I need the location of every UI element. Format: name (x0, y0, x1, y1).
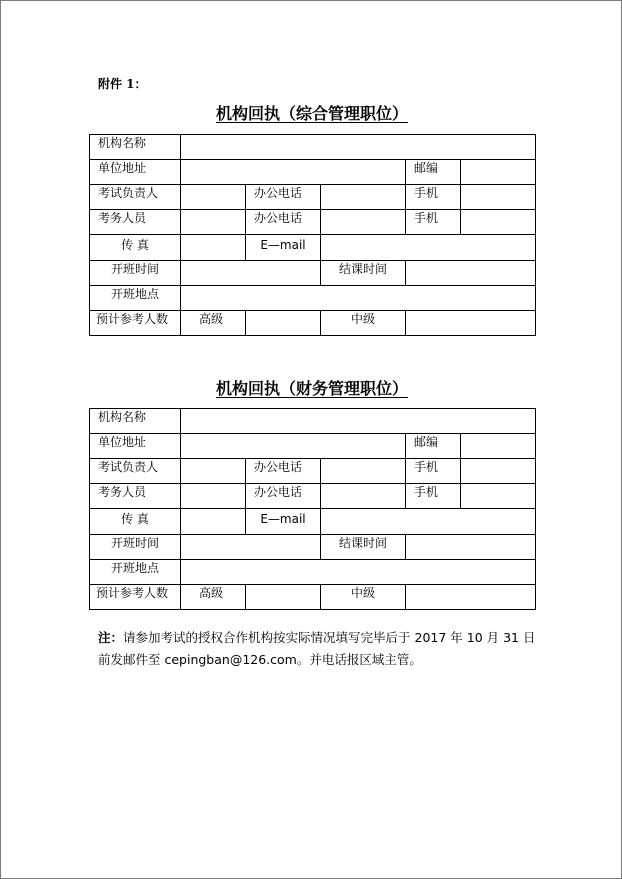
field-end-time[interactable] (406, 535, 536, 560)
label-org-name: 机构名称 (90, 135, 181, 160)
label-intermediate: 中级 (321, 585, 406, 610)
row-expected-count (90, 311, 536, 336)
label-exam-manager: 考试负责人 (90, 459, 181, 484)
field-location[interactable] (181, 286, 536, 311)
row-org-name (90, 135, 536, 160)
field-fax[interactable] (181, 235, 246, 261)
label-org-name: 机构名称 (90, 409, 181, 434)
row-exam-staff (90, 484, 536, 509)
label-exam-staff: 考务人员 (90, 484, 181, 509)
label-mobile: 手机 (406, 210, 461, 235)
field-email[interactable] (321, 235, 536, 261)
field-email[interactable] (321, 509, 536, 535)
receipt-table-finance-management (89, 408, 536, 610)
field-intermediate-count[interactable] (406, 585, 536, 610)
label-mobile: 手机 (406, 484, 461, 509)
form-title-text: 机构回执（财务管理职位） (215, 379, 408, 398)
label-email: E—mail (246, 509, 321, 535)
row-location (90, 560, 536, 585)
field-exam-manager[interactable] (181, 185, 246, 210)
field-start-time[interactable] (181, 535, 321, 560)
row-location (90, 286, 536, 311)
field-postcode[interactable] (461, 434, 536, 459)
form-title-text: 机构回执（综合管理职位） (215, 104, 408, 123)
label-senior: 高级 (181, 311, 246, 336)
field-org-name[interactable] (181, 409, 536, 434)
label-start-time: 开班时间 (90, 261, 181, 286)
row-class-time (90, 535, 536, 560)
label-mobile: 手机 (406, 459, 461, 484)
field-exam-manager[interactable] (181, 459, 246, 484)
label-end-time: 结课时间 (321, 261, 406, 286)
label-exam-staff: 考务人员 (90, 210, 181, 235)
row-address (90, 434, 536, 459)
row-expected-count (90, 585, 536, 610)
field-fax[interactable] (181, 509, 246, 535)
label-exam-manager: 考试负责人 (90, 185, 181, 210)
label-email: E—mail (246, 235, 321, 261)
note-prefix: 注： (98, 630, 124, 645)
label-start-time: 开班时间 (90, 535, 181, 560)
field-mobile-2[interactable] (461, 484, 536, 509)
label-postcode: 邮编 (406, 434, 461, 459)
label-fax: 传 真 (90, 509, 181, 535)
field-org-name[interactable] (181, 135, 536, 160)
row-fax (90, 509, 536, 535)
field-mobile[interactable] (461, 459, 536, 484)
label-intermediate: 中级 (321, 311, 406, 336)
field-exam-staff[interactable] (181, 484, 246, 509)
field-senior-count[interactable] (246, 585, 321, 610)
label-expected-count: 预计参考人数 (90, 585, 181, 610)
field-exam-staff[interactable] (181, 210, 246, 235)
field-senior-count[interactable] (246, 311, 321, 336)
field-address[interactable] (181, 160, 406, 185)
field-postcode[interactable] (461, 160, 536, 185)
field-address[interactable] (181, 434, 406, 459)
attachment-label: 附件 1： (98, 77, 147, 91)
label-address: 单位地址 (90, 160, 181, 185)
label-senior: 高级 (181, 585, 246, 610)
label-mobile: 手机 (406, 185, 461, 210)
label-expected-count: 预计参考人数 (90, 311, 181, 336)
field-mobile[interactable] (461, 185, 536, 210)
field-office-phone-2[interactable] (321, 210, 406, 235)
field-location[interactable] (181, 560, 536, 585)
row-org-name (90, 409, 536, 434)
field-mobile-2[interactable] (461, 210, 536, 235)
label-postcode: 邮编 (406, 160, 461, 185)
label-office-phone: 办公电话 (246, 185, 321, 210)
row-exam-staff (90, 210, 536, 235)
row-address (90, 160, 536, 185)
form-title-finance-management (89, 376, 535, 399)
label-office-phone: 办公电话 (246, 484, 321, 509)
note-text: 请参加考试的授权合作机构按实际情况填写完毕后于 2017 年 10 月 31 日前发邮件至 cepingban@126.com。并电话报区域主管。 (98, 630, 536, 667)
form-title-general-management (89, 101, 535, 124)
row-exam-manager (90, 185, 536, 210)
field-office-phone[interactable] (321, 185, 406, 210)
label-location: 开班地点 (90, 286, 181, 311)
field-office-phone[interactable] (321, 459, 406, 484)
label-office-phone: 办公电话 (246, 459, 321, 484)
field-end-time[interactable] (406, 261, 536, 286)
field-intermediate-count[interactable] (406, 311, 536, 336)
label-location: 开班地点 (90, 560, 181, 585)
row-exam-manager (90, 459, 536, 484)
submission-note (98, 627, 538, 671)
label-address: 单位地址 (90, 434, 181, 459)
label-end-time: 结课时间 (321, 535, 406, 560)
row-fax (90, 235, 536, 261)
label-fax: 传 真 (90, 235, 181, 261)
field-start-time[interactable] (181, 261, 321, 286)
receipt-table-general-management (89, 134, 536, 336)
field-office-phone-2[interactable] (321, 484, 406, 509)
row-class-time (90, 261, 536, 286)
label-office-phone: 办公电话 (246, 210, 321, 235)
